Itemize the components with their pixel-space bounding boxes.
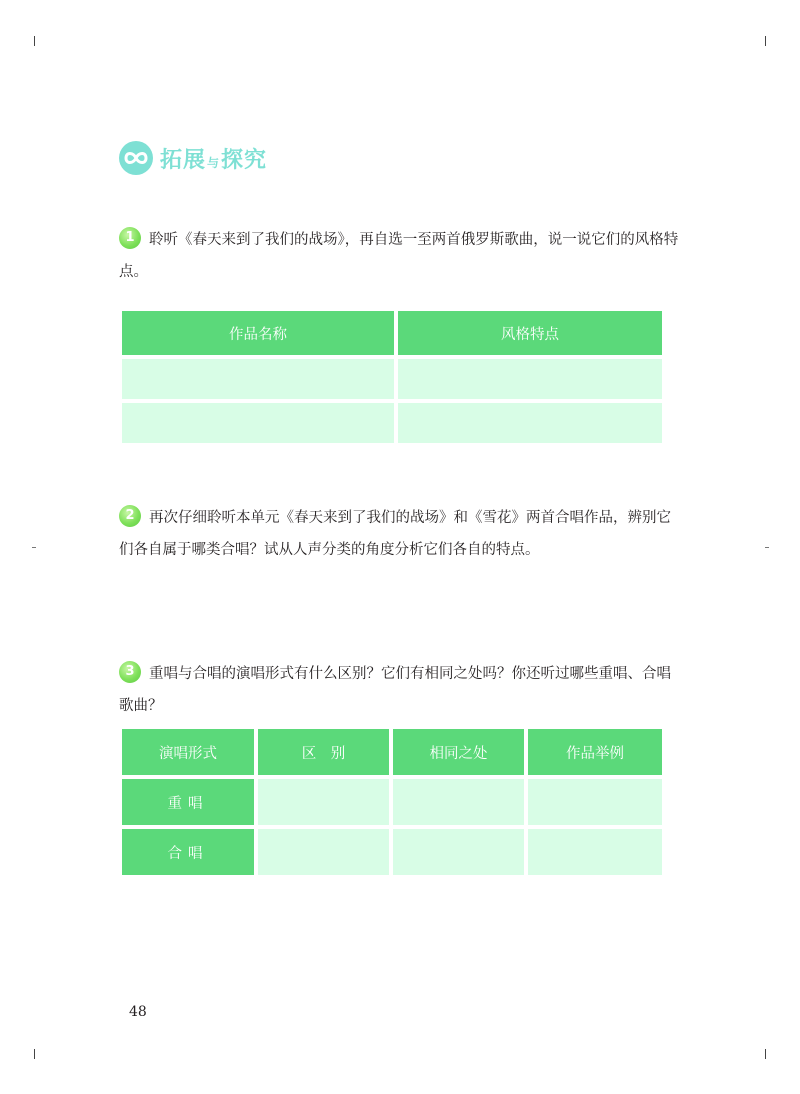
table-cell-blank[interactable] [258, 779, 389, 825]
section-title-part1: 拓展 [160, 147, 207, 173]
table-cell-blank[interactable] [528, 779, 662, 825]
table-header-row [122, 729, 662, 775]
question-2 [119, 502, 679, 566]
table-cell-blank[interactable] [528, 829, 662, 875]
table-row [122, 829, 662, 875]
table-header-cell: 风格特点 [398, 311, 662, 355]
crop-mark [765, 1049, 766, 1059]
table-header-cell: 作品举例 [528, 729, 662, 775]
table-row [122, 403, 662, 443]
table-header-cell: 作品名称 [122, 311, 394, 355]
table-row [122, 359, 662, 399]
crop-mark [34, 36, 35, 46]
question-number-badge: 1 [119, 227, 141, 249]
crop-mark [32, 547, 36, 548]
question-text: 聆听《春天来到了我们的战场》，再自选一至两首俄罗斯歌曲，说一说它们的风格特点。 [119, 232, 679, 280]
table-row-header: 合唱 [122, 829, 254, 875]
table-cell-blank[interactable] [398, 403, 662, 443]
crop-mark [34, 1049, 35, 1059]
question-number-badge: 3 [119, 661, 141, 683]
table-header-row [122, 311, 662, 355]
table-cell-blank[interactable] [398, 359, 662, 399]
page-number: 48 [129, 1004, 147, 1020]
table-cell-blank[interactable] [122, 403, 394, 443]
table-header-cell: 演唱形式 [122, 729, 254, 775]
question-number-badge: 2 [119, 505, 141, 527]
infinity-icon [118, 140, 154, 176]
question-text: 重唱与合唱的演唱形式有什么区别？它们有相同之处吗？你还听过哪些重唱、合唱歌曲？ [119, 666, 671, 714]
question-text: 再次仔细聆听本单元《春天来到了我们的战场》和《雪花》两首合唱作品，辨别它们各自属于哪类合唱？试从人声分类的角度分析它们各自的特点。 [119, 510, 671, 558]
crop-mark [765, 36, 766, 46]
table-row [122, 779, 662, 825]
table-cell-blank[interactable] [122, 359, 394, 399]
table-cell-blank[interactable] [258, 829, 389, 875]
question-3 [119, 658, 679, 722]
table-singing-forms [118, 725, 666, 879]
section-title-connector: 与 [207, 155, 221, 170]
section-header [118, 140, 267, 176]
table-row-header: 重唱 [122, 779, 254, 825]
table-header-cell: 相同之处 [393, 729, 524, 775]
section-title [160, 143, 267, 174]
table-header-cell: 区 别 [258, 729, 389, 775]
crop-mark [765, 547, 769, 548]
table-cell-blank[interactable] [393, 779, 524, 825]
table-style-features [118, 307, 666, 447]
section-title-part2: 探究 [221, 147, 268, 173]
table-cell-blank[interactable] [393, 829, 524, 875]
question-1 [119, 224, 679, 288]
